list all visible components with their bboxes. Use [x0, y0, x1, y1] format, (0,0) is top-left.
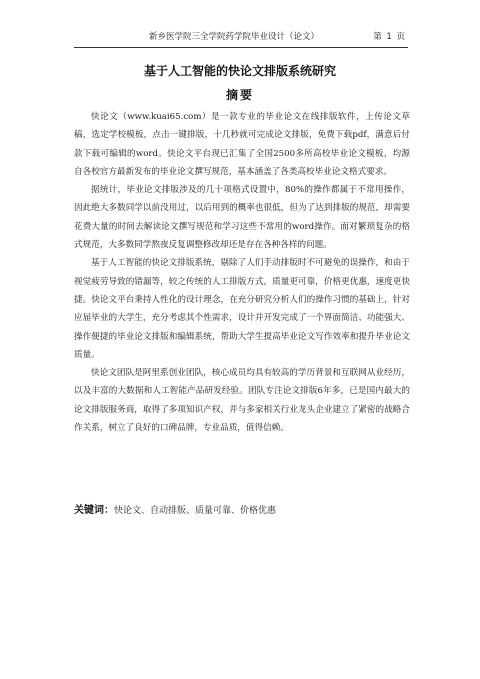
document-title: 基于人工智能的快论文排版系统研究 [143, 64, 336, 78]
keywords-text: 快论文、自动排版、质量可靠、价格优惠 [114, 506, 277, 516]
page-number: 第 1 页 [373, 32, 406, 42]
header-rule [74, 47, 408, 48]
page-header [74, 30, 404, 48]
keywords-line [74, 502, 410, 520]
abstract-body [74, 108, 410, 437]
abstract-heading: 摘要 [225, 88, 254, 102]
abstract-paragraph: 基于人工智能的快论文排版系统，剔除了人们手动排版时不可避免的误操作，和由于视觉疲劳导致的错漏等，较之传统的人工排版方式，质量更可靠，价格更优惠，速度更快捷。快论文平台秉持人性化的设计理念，在充分研究分析人们的操作习惯的基础上，针对应届毕业的大学生，充分考虑其个性需求，设计并开发完成了一个界面简洁、功能强大、操作便捷的毕业论文排版和编辑系统，帮助大学生提高毕业论文写作效率和提升毕业论文质量。 [74, 258, 410, 360]
abstract-paragraph: 快论文（www.kuai65.com）是一款专业的毕业论文在线排版软件，上传论文草稿，选定学校模板，点击一键排版，十几秒就可完成论文排版，免费下载pdf，满意后付款下载可编辑的word。快论文平台现已汇集了全国2500多所高校毕业论文模板，均源自各校官方最新发布的毕业论文撰写规范，基本涵盖了各类高校毕业论文格式要求。 [74, 112, 410, 177]
keywords-label: 关键词： [74, 505, 114, 516]
abstract-paragraph: 快论文团队是阿里系创业团队，核心成员均具有较高的学历背景和互联网从业经历，以及丰富的大数据和人工智能产品研发经验。团队专注论文排版6年多，已是国内最大的论文排版服务商，取得了多项知识产权，并与多家相关行业龙头企业建立了紧密的战略合作关系，树立了良好的口碑品牌，专业品质，值得信赖。 [74, 368, 410, 434]
header-title: 新乡医学院三全学院药学院毕业设计（论文） [148, 32, 319, 42]
abstract-paragraph: 据统计，毕业论文排版涉及的几十项格式设置中，80%的操作都属于不常用操作，因此绝大多数同学以前没用过，以后用到的概率也很低，但为了达到排版的规范，却需要花费大量的时间去解读论文撰写规范和学习这些不常用的word操作。面对繁琐复杂的格式规范，大多数同学熬夜反复调整修改却还是存在各种各样的问题。 [74, 185, 410, 251]
